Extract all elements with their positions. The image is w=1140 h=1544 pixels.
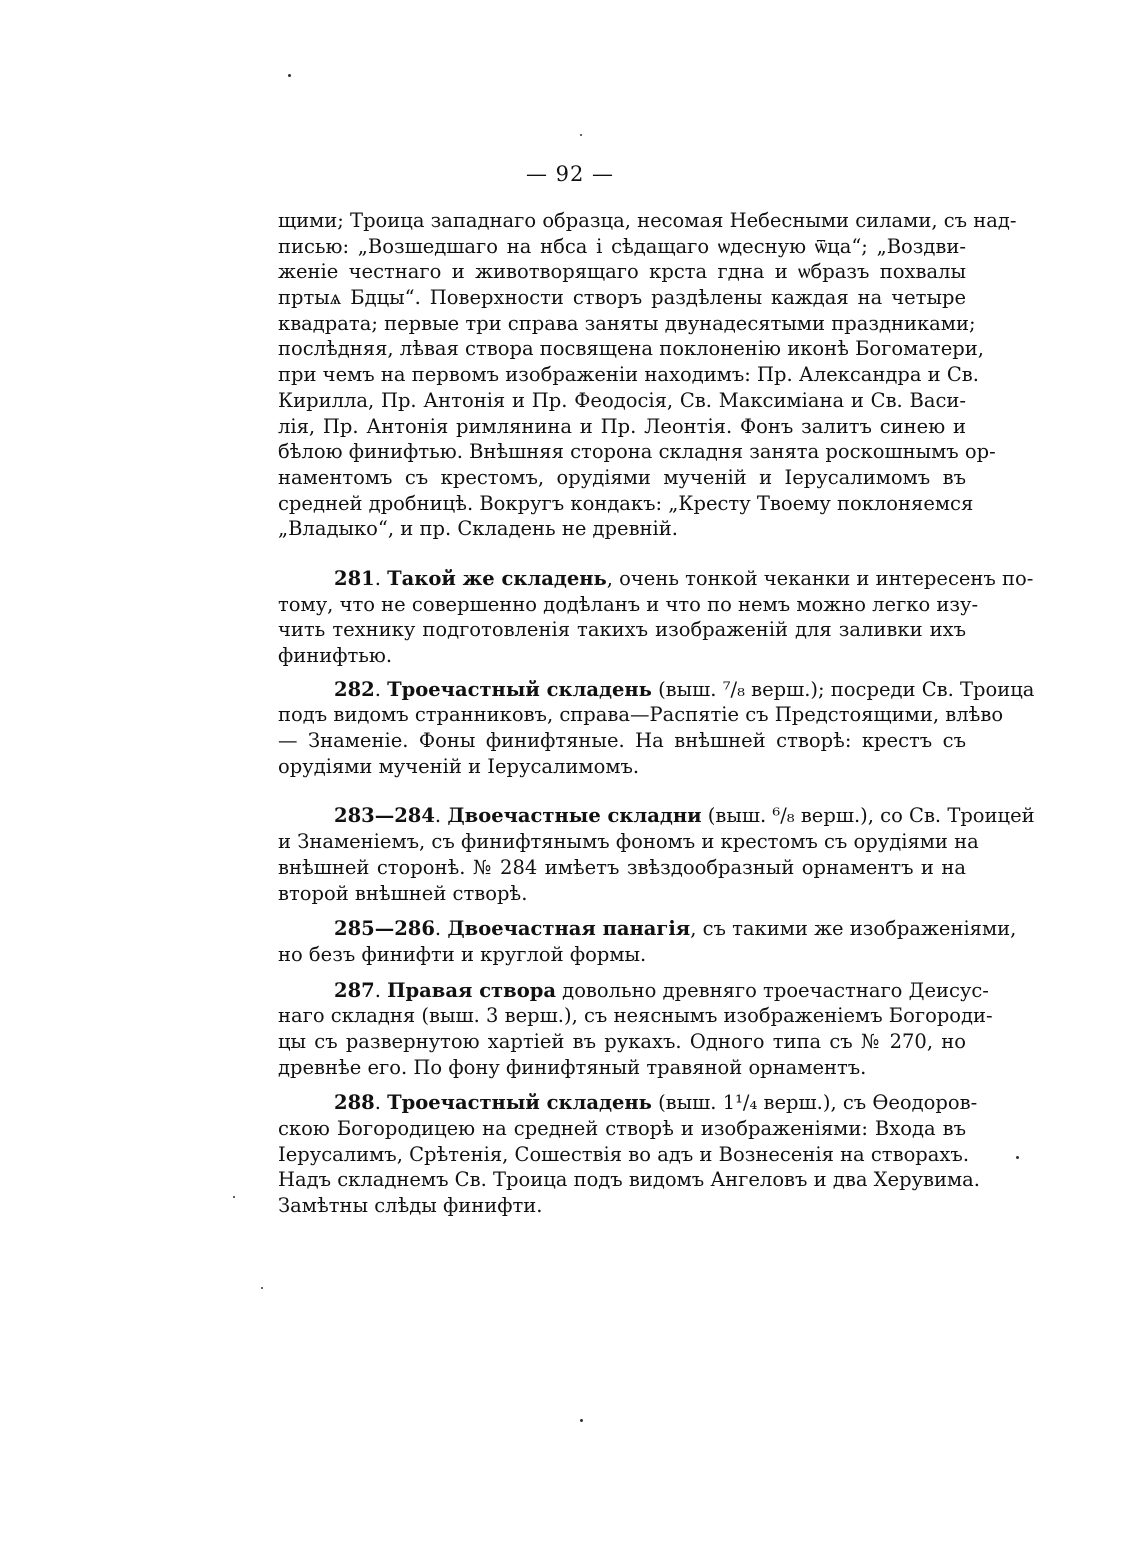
catalog-entry-287 bbox=[278, 978, 993, 1081]
text-line: орудіями мученій и Іерусалимомъ. bbox=[278, 754, 640, 778]
scan-speck bbox=[580, 134, 582, 136]
text-line: средней дробницѣ. Вокругъ кондакъ: „Кресту Твоему поклоняемся bbox=[278, 491, 974, 515]
text-line: Кирилла, Пр. Антонія и Пр. Феодосія, Св. Максиміана и Св. Васи- bbox=[278, 388, 966, 412]
scan-speck bbox=[580, 1419, 583, 1422]
entry-text: (выш. ⁶/₈ верш.), со Св. Троицей bbox=[701, 804, 1035, 828]
catalog-entry-285-286 bbox=[278, 916, 1017, 967]
page-number: — 92 — bbox=[525, 162, 615, 186]
paragraph-continuation bbox=[278, 208, 1017, 542]
page-body bbox=[278, 208, 1035, 1219]
text-line: Замѣтны слѣды финифти. bbox=[278, 1194, 543, 1218]
entry-title: Двоечастная панагія bbox=[447, 917, 691, 941]
text-line: писью: „Возшедшаго на нбса і сѣдащаго ѡдесную ѿца“; „Воздви- bbox=[278, 234, 966, 258]
text-line: при чемъ на первомъ изображеніи находимъ: Пр. Александра и Св. bbox=[278, 363, 979, 387]
text-line: Надъ складнемъ Св. Троица подъ видомъ Ангеловъ и два Херувима. bbox=[278, 1168, 980, 1192]
entry-title: Правая створа bbox=[387, 978, 556, 1002]
text-line: квадрата; первые три справа заняты двунадесятыми праздниками; bbox=[278, 311, 976, 335]
entry-title: Такой же складень bbox=[387, 566, 607, 590]
entry-first-line: 288. Троечастный складень (выш. 1¹/₄ верш.), съ Ѳеодоров- bbox=[334, 1091, 978, 1115]
entry-number: 283—284 bbox=[334, 804, 435, 828]
entry-number: 281 bbox=[334, 566, 375, 590]
scan-speck bbox=[233, 1196, 235, 1198]
text-line: бѣлою финифтью. Внѣшняя сторона складня занята роскошнымъ ор- bbox=[278, 440, 996, 464]
text-line: Іерусалимъ, Срѣтенія, Сошествія во адъ и Вознесенія на створахъ. bbox=[278, 1142, 970, 1166]
catalog-entry-281 bbox=[278, 566, 1034, 669]
text-line: тому, что не совершенно додѣланъ и что по немъ можно легко изу- bbox=[278, 592, 979, 616]
scan-speck bbox=[288, 74, 291, 77]
text-line: женіе честнаго и животворящаго крста гдна и ѡбразъ похвалы bbox=[278, 260, 966, 284]
entry-first-line: 281. Такой же складень, очень тонкой чеканки и интересенъ по- bbox=[334, 566, 1034, 590]
scan-speck bbox=[1016, 1156, 1019, 1159]
text-line: чить технику подготовленія такихъ изображеній для заливки ихъ bbox=[278, 618, 966, 642]
text-line: наментомъ съ крестомъ, орудіями мученій и Іерусалимомъ въ bbox=[278, 465, 966, 489]
entry-number: 288 bbox=[334, 1091, 375, 1115]
text-line: „Владыко“, и пр. Складень не древній. bbox=[278, 517, 678, 541]
text-line: пртыѧ Бдцы“. Поверхности створъ раздѣлены каждая на четыре bbox=[278, 286, 966, 310]
text-line: и Знаменіемъ, съ финифтянымъ фономъ и крестомъ съ орудіями на bbox=[278, 830, 979, 854]
entry-title: Двоечастные складни bbox=[447, 804, 702, 828]
text-line: древнѣе его. По фону финифтяный травяной орнаментъ. bbox=[278, 1055, 867, 1079]
entry-first-line: 283—284. Двоечастные складни (выш. ⁶/₈ верш.), со Св. Троицей bbox=[334, 804, 1035, 828]
text-line: скою Богородицею на средней створѣ и изображеніями: Входа въ bbox=[278, 1117, 966, 1140]
entry-title: Троечастный складень bbox=[387, 677, 652, 701]
entry-first-line: 287. Правая створа довольно древняго троечастнаго Деисус- bbox=[334, 978, 989, 1002]
catalog-entry-282 bbox=[278, 677, 1035, 780]
text-line: внѣшней сторонѣ. № 284 имѣетъ звѣздообразный орнаментъ и на bbox=[278, 855, 966, 879]
entry-text: довольно древняго троечастнаго Деисус- bbox=[555, 978, 989, 1002]
entry-text: (выш. 1¹/₄ верш.), съ Ѳеодоров- bbox=[651, 1091, 978, 1115]
entry-number: 285—286 bbox=[334, 917, 435, 941]
text-line: наго складня (выш. 3 верш.), съ неяснымъ изображеніемъ Богороди- bbox=[278, 1004, 993, 1028]
entry-number: 282 bbox=[334, 677, 375, 701]
entry-first-line: 285—286. Двоечастная панагія, съ такими же изображеніями, bbox=[334, 917, 1017, 941]
entry-title: Троечастный складень bbox=[387, 1091, 652, 1115]
text-line: послѣдняя, лѣвая створа посвящена поклоненію иконѣ Богоматери, bbox=[278, 337, 984, 361]
text-line: финифтью. bbox=[278, 644, 393, 667]
text-line: цы съ развернутою хартіей въ рукахъ. Одного типа съ № 270, но bbox=[278, 1029, 966, 1053]
text-line: лія, Пр. Антонія римлянина и Пр. Леонтія. Фонъ залитъ синею и bbox=[278, 414, 966, 438]
entry-text: , съ такими же изображеніями, bbox=[690, 917, 1017, 941]
entry-number: 287 bbox=[334, 978, 375, 1002]
text-line: но безъ финифти и круглой формы. bbox=[278, 942, 647, 966]
catalog-entry-283-284 bbox=[278, 803, 1035, 906]
text-line: подъ видомъ странниковъ, справа—Распятіе съ Предстоящими, влѣво bbox=[278, 703, 1004, 727]
text-line: второй внѣшней створѣ. bbox=[278, 881, 528, 905]
scan-speck bbox=[261, 1287, 263, 1289]
text-line: — Знаменіе. Фоны финифтяные. На внѣшней створѣ: крестъ съ bbox=[278, 729, 966, 753]
entry-text: , очень тонкой чеканки и интересенъ по- bbox=[606, 566, 1034, 590]
text-line: щими; Троица западнаго образца, несомая Небесными силами, съ над- bbox=[278, 209, 1017, 232]
catalog-entry-288 bbox=[278, 1090, 980, 1218]
entry-text: (выш. ⁷/₈ верш.); посреди Св. Троица bbox=[651, 677, 1035, 701]
entry-first-line: 282. Троечастный складень (выш. ⁷/₈ верш.); посреди Св. Троица bbox=[334, 677, 1035, 701]
